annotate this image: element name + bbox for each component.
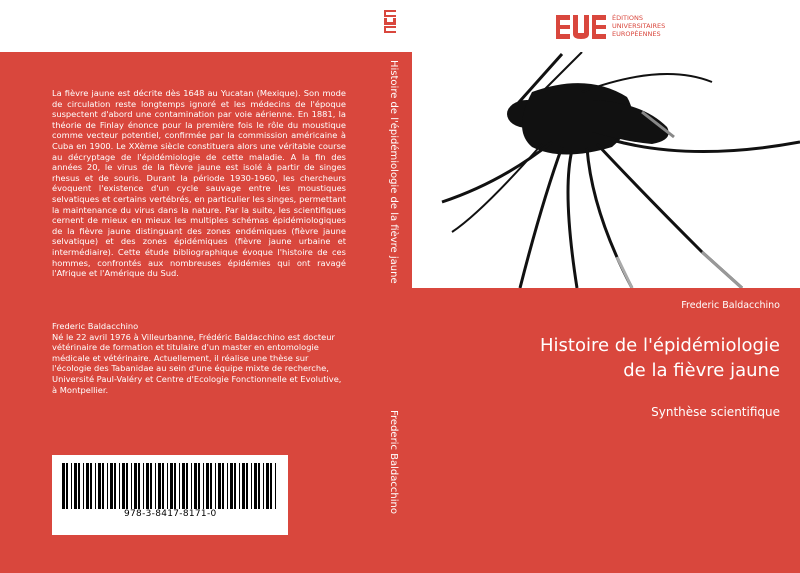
author-bio-name: Frederic Baldacchino	[52, 321, 139, 331]
mosquito-illustration	[412, 52, 800, 288]
author-bio-block	[52, 321, 346, 395]
barcode-bar	[66, 463, 68, 509]
barcode-bar	[146, 463, 149, 509]
barcode-bar	[186, 463, 188, 509]
barcode-bar	[210, 463, 212, 509]
barcode-bar	[90, 463, 92, 509]
barcode-bar	[270, 463, 272, 509]
barcode-bar	[222, 463, 224, 509]
barcode-box	[52, 455, 288, 535]
barcode-bar	[95, 463, 96, 509]
back-cover-blurb: La fièvre jaune est décrite dès 1648 au Yucatan (Mexique). Son mode de circulation reste longtemps ignoré et les médecins de l'époque suspectent d'abord une contamination par voie aérienne. En 1881, la théorie de Finlay énonce pour la première fois le rôle du moustique comme vecteur potentiel, confirmée par la commission américaine à Cuba en 1900. Le XXème siècle constituera alors une véritable course au décryptage de l'épidémiologie de cette maladie. A la fin des années 20, le virus de la fièvre jaune est isolé à partir de singes rhesus et de souris. Durant la période 1930-1960, les chercheurs évoquent l'existence d'un cycle sauvage entre les moustiques selvatiques et certains vertébrés, en particulier les singes, permettant la maintenance du virus dans la nature. Par la suite, les scientifiques cernent de mieux en mieux les multiples schémas épidémiologiques de la fièvre jaune distinguant des zones endémiques (fièvre jaune selvatique) et des zones épidémiques (fièvre jaune urbaine et intermédiaire). Cette étude bibliographique évoque l'histoire de ces hommes, confrontés aux nombreuses épidémies qui ont ravagé l'Afrique et l'Amérique du Sud.	[52, 88, 346, 279]
barcode-bar	[234, 463, 236, 509]
spine-author: Frederic Baldacchino	[388, 410, 399, 514]
barcode-bar	[134, 463, 137, 509]
barcode-bar	[246, 463, 248, 509]
barcode-bar	[74, 463, 77, 509]
barcode-bar	[227, 463, 228, 509]
barcode-bar	[194, 463, 197, 509]
publisher-line2: UNIVERSITAIRES	[612, 22, 666, 30]
barcode-bar	[83, 463, 84, 509]
book-title-line1: Histoire de l'épidémiologie	[539, 335, 780, 356]
book-subtitle: Synthèse scientifique	[651, 405, 780, 419]
barcode-bar	[258, 463, 260, 509]
barcode-bar	[174, 463, 176, 509]
book-title	[420, 333, 780, 383]
barcode-bar	[191, 463, 192, 509]
barcode-bar	[162, 463, 164, 509]
barcode-bar	[266, 463, 269, 509]
barcode-bar	[62, 463, 65, 509]
barcode-bar	[179, 463, 180, 509]
barcode-icon	[60, 463, 280, 509]
barcode-bar	[126, 463, 128, 509]
mosquito-icon	[412, 52, 800, 288]
barcode-bar	[114, 463, 116, 509]
spine-title: Histoire de l'épidémiologie de la fièvre jaune	[388, 60, 399, 284]
barcode-bar	[170, 463, 173, 509]
barcode-bar	[239, 463, 240, 509]
barcode-bar	[122, 463, 125, 509]
barcode-bar	[167, 463, 168, 509]
barcode-bar	[143, 463, 144, 509]
author-bio-text: Né le 22 avril 1976 à Villeurbanne, Frédéric Baldacchino est docteur vétérinaire de formation et titulaire d'un master en entomologie médicale et vétérinaire. Actuellement, il réalise une thèse sur l'écologie des Tabanidae au sein d'une équipe mixte de recherche, Université Paul-Valéry et Centre d'Ecologie Fonctionnelle et Evolutive, à Montpellier.	[52, 331, 342, 395]
barcode-bar	[263, 463, 264, 509]
barcode-bar	[86, 463, 89, 509]
barcode-bar	[198, 463, 200, 509]
barcode-bar	[242, 463, 245, 509]
barcode-bar	[215, 463, 216, 509]
barcode-bar	[107, 463, 108, 509]
isbn-number: 978-3-8417-8171-0	[124, 509, 217, 519]
front-author: Frederic Baldacchino	[681, 300, 780, 311]
barcode-bar	[203, 463, 204, 509]
barcode-bar	[254, 463, 257, 509]
barcode-bar	[119, 463, 120, 509]
barcode-bar	[158, 463, 161, 509]
barcode-bar	[150, 463, 152, 509]
barcode-bar	[102, 463, 104, 509]
barcode-bar	[206, 463, 209, 509]
barcode-bar	[78, 463, 80, 509]
barcode-bar	[71, 463, 72, 509]
barcode-bar	[155, 463, 156, 509]
barcode-bar	[98, 463, 101, 509]
book-title-line2: de la fièvre jaune	[623, 360, 780, 381]
front-cover	[412, 0, 800, 573]
barcode-bar	[230, 463, 233, 509]
barcode-bar	[218, 463, 221, 509]
barcode-bar	[251, 463, 252, 509]
eue-logo-icon	[380, 8, 400, 36]
barcode-bar	[275, 463, 276, 509]
barcode-bar	[138, 463, 140, 509]
publisher-line1: ÉDITIONS	[612, 14, 644, 22]
barcode-bar	[110, 463, 113, 509]
barcode-bar	[182, 463, 185, 509]
eue-logo-icon	[556, 12, 606, 42]
barcode-bar	[131, 463, 132, 509]
publisher-name	[612, 14, 665, 38]
publisher-line3: EUROPÉENNES	[612, 30, 661, 38]
